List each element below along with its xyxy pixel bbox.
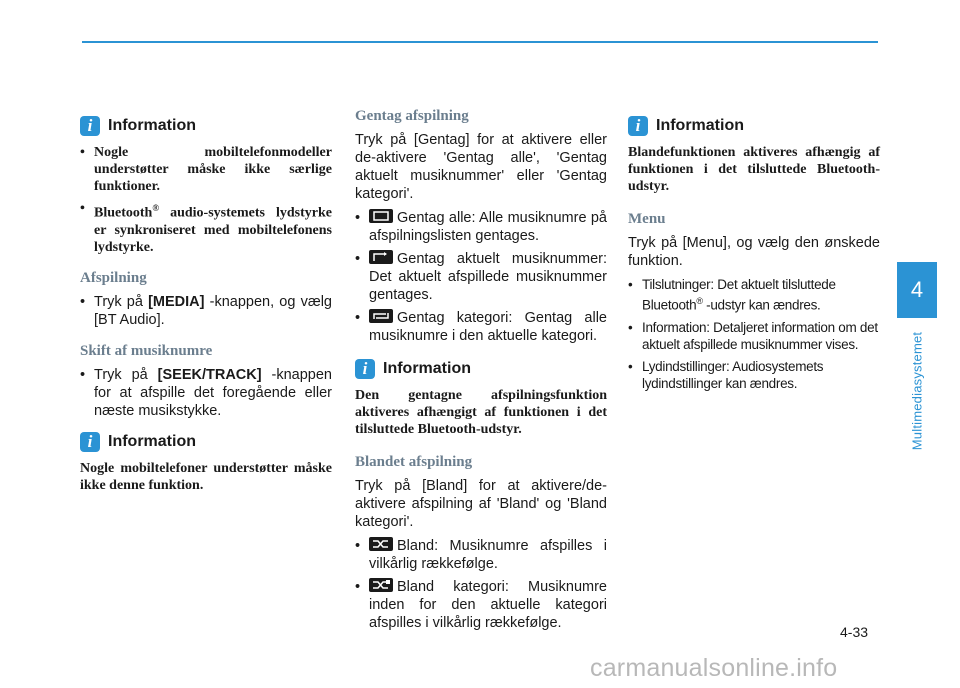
list-item [80,293,332,329]
section-title: Afspilning [80,269,147,286]
list-item [80,366,332,420]
list-item [355,578,607,632]
info-text: Den gentagne afspilningsfunktion aktiveres afhængigt af funktionen i det tilsluttede Bluetooth-udstyr. [355,388,607,437]
paragraph: Tryk på [Gentag] for at aktivere eller de-aktivere 'Gentag alle', 'Gentag aktuelt musiknummer' eller 'Gentag kategori'. [355,132,607,202]
info-text: Blandefunktionen aktiveres afhængig af funktionen i det tilsluttede Bluetooth-udstyr. [628,145,880,194]
list-item [355,309,607,345]
top-rule [82,41,878,43]
info-header [80,432,332,452]
list-item [355,209,607,245]
chapter-label-text: Multimediasystemet [909,331,925,451]
chapter-number-tab: 4 [897,262,937,318]
playback-list [80,293,332,329]
list-item: • Nogle mobiltelefonmodeller understøtter måske ikke særlige funktioner. [80,144,332,195]
section-title: Menu [628,211,666,227]
repeat-list [355,209,607,345]
paragraph: Tryk på [Menu], og vælg den ønskede funktion. [628,235,880,269]
section-title: Blandet afspilning [355,454,473,470]
list-item: • Lydindstillinger: Audiosystemets lydindstillinger kan ændres. [628,358,880,392]
section-title: Gentag afspilning [355,108,469,124]
column-1 [80,108,332,494]
text: Bland: Musiknumre afspilles i vilkårlig rækkefølge. [369,538,607,572]
column-2 [355,108,607,637]
text: -knappen for at afspille det foregående eller næste musikstykke. [94,366,332,419]
info-header [80,116,332,136]
text: -knappen, og vælg [BT Audio]. [94,293,332,328]
list-item [80,200,332,256]
list-item: • Information: Detaljeret information om det aktuelt afspillede musiknummer vises. [628,319,880,353]
text: Gentag aktuelt musiknummer: Det aktuelt afspillede musiknummer gentages. [369,251,607,303]
repeat-all-icon [369,209,393,223]
watermark: carmanualsonline.info [590,654,838,682]
list-item-text: audio-systemets lydstyrke er synkroniseret med mobiltelefonens lydstyrke. [94,205,332,255]
text: Tryk på [94,366,158,383]
list-item [355,537,607,573]
info-title: Information [108,117,196,134]
page-number: 4-33 [840,624,869,640]
menu-list [628,276,880,392]
bluetooth-label: Bluetooth [94,205,153,221]
info-list [80,144,332,256]
shuffle-list [355,537,607,632]
info-icon: i [80,432,100,452]
repeat-category-icon [369,309,393,323]
media-key-label: [MEDIA] [148,293,205,310]
info-icon: i [80,116,100,136]
paragraph: Tryk på [Bland] for at aktivere/de-aktivere afspilning af 'Bland' og 'Bland kategori'. [355,478,607,530]
info-title: Information [108,432,196,450]
info-icon: i [628,116,648,136]
info-header [628,116,880,136]
info-text: Nogle mobiltelefoner understøtter måske ikke denne funktion. [80,460,332,493]
text: Tryk på [94,293,149,310]
shuffle-icon [369,537,393,551]
list-item [355,250,607,304]
skip-list [80,366,332,420]
text: Bland kategori: Musiknumre inden for den aktuelle kategori afspilles i vilkårlig rækkefølge. [369,579,607,631]
registered-mark: ® [696,296,703,306]
info-icon: i [355,359,375,379]
text: Tilslutninger: Det aktuelt tilsluttede Bluetooth [642,277,836,313]
shuffle-category-icon [369,578,393,592]
repeat-one-icon [369,250,393,264]
list-item [628,276,880,314]
registered-mark: ® [152,203,160,213]
text: -udstyr kan ændres. [702,297,821,313]
seek-track-key-label: [SEEK/TRACK] [157,366,262,383]
text: Gentag alle: Alle musiknumre på afspilningslisten gentages. [369,210,607,244]
info-title: Information [656,117,744,134]
info-header [355,359,607,379]
chapter-label [899,326,935,456]
text: Gentag kategori: Gentag alle musiknumre i den aktuelle kategori. [369,310,607,344]
info-title: Information [383,360,471,377]
section-title: Skift af musiknumre [80,342,213,359]
column-3 [628,108,880,397]
